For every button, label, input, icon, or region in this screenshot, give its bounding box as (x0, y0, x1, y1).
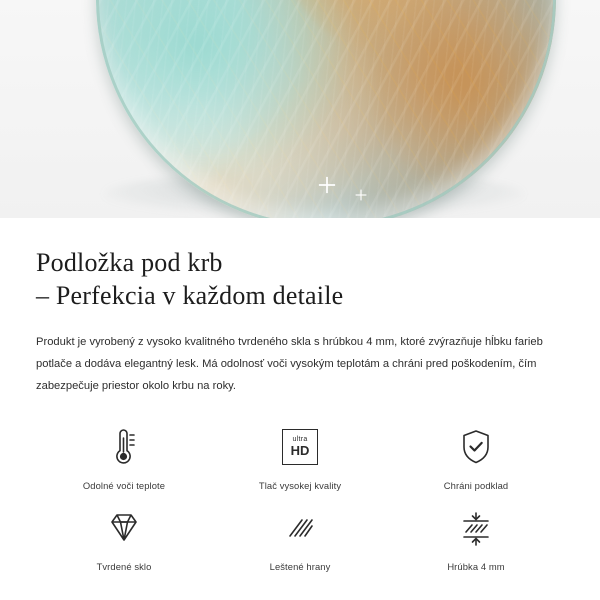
feature-label: Tlač vysokej kvality (258, 479, 342, 491)
feature-item (36, 505, 212, 572)
feature-label: Tvrdené sklo (96, 560, 152, 572)
feature-label: Odolné voči teplote (82, 479, 166, 491)
content-area (0, 246, 600, 572)
page-title (36, 246, 564, 313)
description-paragraph: Produkt je vyrobený z vysoko kvalitného tvrdeného skla s hrúbkou 4 mm, ktoré zvýrazňuje hĺbku farieb potlače a dodáva elegantný lesk. Má odolnosť voči vysokým teplotám a chráni pred poškodením, čím zabezpečuje priestor okolo krbu na roky. (36, 335, 543, 393)
thermometer-icon (104, 424, 144, 470)
polished-edges-icon (278, 505, 322, 551)
feature-label: Hrúbka 4 mm (447, 560, 505, 572)
shield-check-icon (456, 424, 496, 470)
ultra-hd-icon: ultra HD (282, 424, 318, 470)
feature-label: Chráni podklad (443, 479, 509, 491)
feature-item (36, 424, 212, 491)
feature-item (388, 505, 564, 572)
headline-line-1: Podložka pod krb (36, 248, 223, 277)
diamond-icon (102, 505, 146, 551)
thickness-icon (452, 505, 500, 551)
glass-disc-product (96, 0, 556, 218)
feature-item (212, 505, 388, 572)
headline-line-2: – Perfekcia v každom detaile (36, 281, 344, 311)
feature-item (388, 424, 564, 491)
feature-label: Leštené hrany (269, 560, 331, 572)
feature-grid (36, 424, 564, 572)
feature-item (212, 424, 388, 491)
hero-image (0, 0, 600, 218)
